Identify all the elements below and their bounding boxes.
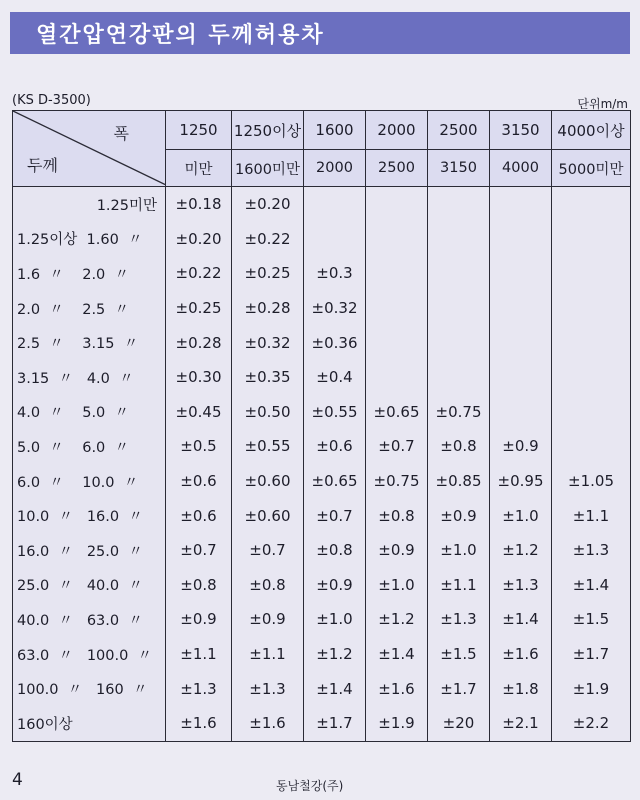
- table-row: [13, 360, 631, 395]
- tolerance-cell: ±0.8: [304, 533, 366, 568]
- tolerance-cell: ±0.22: [166, 256, 232, 291]
- corner-header: [13, 111, 166, 187]
- tolerance-cell: ±0.30: [166, 360, 232, 395]
- tolerance-cell: [428, 187, 490, 222]
- page-title: 열간압연강판의 두께허용차: [36, 22, 325, 48]
- width-axis-label: 폭: [113, 124, 129, 143]
- tolerance-cell: ±1.2: [366, 602, 428, 637]
- tolerance-cell: ±1.0: [304, 602, 366, 637]
- tolerance-cell: ±1.4: [304, 671, 366, 706]
- column-header-top: 1600: [304, 111, 366, 150]
- tolerance-cell: ±0.55: [304, 395, 366, 430]
- tolerance-cell: [304, 222, 366, 257]
- tolerance-cell: [490, 395, 552, 430]
- tolerance-cell: ±0.9: [304, 568, 366, 603]
- tolerance-cell: [304, 187, 366, 222]
- tolerance-cell: ±1.7: [552, 637, 631, 672]
- tolerance-cell: ±0.4: [304, 360, 366, 395]
- tolerance-cell: [428, 291, 490, 326]
- tolerance-cell: ±0.9: [490, 429, 552, 464]
- tolerance-cell: ±0.18: [166, 187, 232, 222]
- tolerance-cell: ±2.1: [490, 706, 552, 741]
- tolerance-cell: [366, 222, 428, 257]
- tolerance-cell: [490, 187, 552, 222]
- tolerance-cell: ±0.6: [304, 429, 366, 464]
- table-row: [13, 671, 631, 706]
- tolerance-cell: ±1.3: [428, 602, 490, 637]
- tolerance-cell: ±0.95: [490, 464, 552, 499]
- tolerance-cell: ±1.6: [232, 706, 304, 741]
- tolerance-cell: ±0.9: [428, 498, 490, 533]
- tolerance-cell: [490, 325, 552, 360]
- tolerance-cell: [428, 325, 490, 360]
- tolerance-cell: ±0.45: [166, 395, 232, 430]
- thickness-range-label: 100.0 〃 160 〃: [13, 671, 166, 706]
- column-header-top: 4000이상: [552, 111, 631, 150]
- tolerance-cell: ±0.8: [232, 568, 304, 603]
- tolerance-cell: ±0.35: [232, 360, 304, 395]
- column-header-bottom: 3150: [428, 150, 490, 187]
- tolerance-cell: [428, 256, 490, 291]
- tolerance-cell: [366, 360, 428, 395]
- tolerance-cell: [490, 222, 552, 257]
- tolerance-cell: [366, 291, 428, 326]
- tolerance-cell: ±1.1: [428, 568, 490, 603]
- tolerance-cell: ±1.0: [490, 498, 552, 533]
- tolerance-cell: ±0.32: [232, 325, 304, 360]
- tolerance-cell: ±0.22: [232, 222, 304, 257]
- thickness-range-label: 6.0 〃 10.0 〃: [13, 464, 166, 499]
- table-row: [13, 325, 631, 360]
- tolerance-cell: [552, 360, 631, 395]
- tolerance-cell: ±0.5: [166, 429, 232, 464]
- table-row: [13, 187, 631, 222]
- table-row: [13, 429, 631, 464]
- tolerance-cell: [552, 256, 631, 291]
- tolerance-cell: ±1.6: [166, 706, 232, 741]
- tolerance-cell: ±0.20: [232, 187, 304, 222]
- tolerance-cell: ±1.3: [552, 533, 631, 568]
- header-row-top: [13, 111, 631, 150]
- title-banner: [10, 12, 630, 54]
- company-name: 동남철강(주): [276, 779, 344, 793]
- tolerance-cell: ±0.65: [304, 464, 366, 499]
- thickness-range-label: 2.0 〃 2.5 〃: [13, 291, 166, 326]
- tolerance-cell: ±0.75: [428, 395, 490, 430]
- tolerance-cell: ±1.3: [232, 671, 304, 706]
- tolerance-cell: ±0.25: [166, 291, 232, 326]
- tolerance-cell: [490, 360, 552, 395]
- tolerance-cell: ±0.7: [166, 533, 232, 568]
- table-row: [13, 568, 631, 603]
- tolerance-cell: ±1.3: [490, 568, 552, 603]
- tolerance-cell: ±0.28: [166, 325, 232, 360]
- tolerance-cell: ±1.0: [428, 533, 490, 568]
- tolerance-cell: [366, 325, 428, 360]
- column-header-bottom: 1600미만: [232, 150, 304, 187]
- tolerance-cell: ±0.55: [232, 429, 304, 464]
- tolerance-cell: [552, 325, 631, 360]
- tolerance-cell: ±1.7: [304, 706, 366, 741]
- thickness-range-label: 2.5 〃 3.15 〃: [13, 325, 166, 360]
- thickness-range-label: 63.0 〃 100.0 〃: [13, 637, 166, 672]
- tolerance-cell: ±1.1: [232, 637, 304, 672]
- tolerance-cell: ±1.4: [366, 637, 428, 672]
- column-header-bottom: 미만: [166, 150, 232, 187]
- tolerance-table: [12, 110, 631, 742]
- thickness-range-label: 1.6 〃 2.0 〃: [13, 256, 166, 291]
- table-row: [13, 256, 631, 291]
- tolerance-cell: ±0.25: [232, 256, 304, 291]
- tolerance-cell: ±1.0: [366, 568, 428, 603]
- tolerance-cell: ±0.3: [304, 256, 366, 291]
- tolerance-cell: ±0.20: [166, 222, 232, 257]
- tolerance-cell: ±1.8: [490, 671, 552, 706]
- tolerance-cell: ±0.8: [428, 429, 490, 464]
- table-row: [13, 498, 631, 533]
- tolerance-cell: ±1.9: [366, 706, 428, 741]
- tolerance-cell: ±1.05: [552, 464, 631, 499]
- tolerance-cell: ±1.6: [366, 671, 428, 706]
- tolerance-cell: ±1.7: [428, 671, 490, 706]
- thickness-range-label: 4.0 〃 5.0 〃: [13, 395, 166, 430]
- table-row: [13, 222, 631, 257]
- tolerance-cell: ±1.4: [490, 602, 552, 637]
- thickness-range-label: 40.0 〃 63.0 〃: [13, 602, 166, 637]
- table-row: [13, 602, 631, 637]
- standard-label: (KS D-3500): [12, 93, 91, 108]
- thickness-range-label: 1.25이상 1.60 〃: [13, 222, 166, 257]
- tolerance-cell: ±0.7: [366, 429, 428, 464]
- tolerance-cell: ±1.1: [552, 498, 631, 533]
- tolerance-cell: [490, 256, 552, 291]
- tolerance-cell: [552, 187, 631, 222]
- tolerance-cell: ±0.6: [166, 498, 232, 533]
- table-row: [13, 706, 631, 741]
- tolerance-cell: [552, 291, 631, 326]
- thickness-range-label: 3.15 〃 4.0 〃: [13, 360, 166, 395]
- thickness-range-label: 16.0 〃 25.0 〃: [13, 533, 166, 568]
- column-header-bottom: 2000: [304, 150, 366, 187]
- tolerance-cell: ±0.65: [366, 395, 428, 430]
- tolerance-cell: ±1.5: [428, 637, 490, 672]
- tolerance-cell: ±0.7: [304, 498, 366, 533]
- tolerance-cell: ±1.3: [166, 671, 232, 706]
- column-header-top: 1250: [166, 111, 232, 150]
- tolerance-cell: ±0.32: [304, 291, 366, 326]
- tolerance-cell: ±0.9: [366, 533, 428, 568]
- tolerance-cell: ±1.9: [552, 671, 631, 706]
- column-header-top: 1250이상: [232, 111, 304, 150]
- table-body: [13, 187, 631, 742]
- tolerance-cell: ±0.36: [304, 325, 366, 360]
- thickness-axis-label: 두께: [27, 156, 58, 175]
- tolerance-cell: ±0.6: [166, 464, 232, 499]
- tolerance-cell: [552, 429, 631, 464]
- column-header-top: 2000: [366, 111, 428, 150]
- tolerance-cell: ±1.1: [166, 637, 232, 672]
- table-row: [13, 291, 631, 326]
- tolerance-cell: ±2.2: [552, 706, 631, 741]
- tolerance-cell: ±0.75: [366, 464, 428, 499]
- tolerance-cell: ±0.9: [232, 602, 304, 637]
- table-row: [13, 533, 631, 568]
- unit-label: 단위m/m: [577, 97, 628, 111]
- tolerance-cell: ±0.85: [428, 464, 490, 499]
- tolerance-cell: ±0.60: [232, 498, 304, 533]
- tolerance-cell: ±0.8: [166, 568, 232, 603]
- tolerance-cell: [490, 291, 552, 326]
- thickness-range-label: 160이상: [13, 706, 166, 741]
- column-header-bottom: 5000미만: [552, 150, 631, 187]
- thickness-range-label: 10.0 〃 16.0 〃: [13, 498, 166, 533]
- column-header-top: 3150: [490, 111, 552, 150]
- tolerance-cell: ±0.28: [232, 291, 304, 326]
- table-row: [13, 637, 631, 672]
- tolerance-cell: ±0.9: [166, 602, 232, 637]
- page-number: 4: [12, 770, 23, 790]
- thickness-range-label: 25.0 〃 40.0 〃: [13, 568, 166, 603]
- tolerance-cell: [366, 187, 428, 222]
- tolerance-cell: ±0.7: [232, 533, 304, 568]
- column-header-bottom: 2500: [366, 150, 428, 187]
- tolerance-cell: ±1.2: [304, 637, 366, 672]
- column-header-top: 2500: [428, 111, 490, 150]
- tolerance-cell: ±1.5: [552, 602, 631, 637]
- tolerance-cell: [428, 222, 490, 257]
- tolerance-cell: ±1.6: [490, 637, 552, 672]
- tolerance-cell: ±1.2: [490, 533, 552, 568]
- tolerance-cell: ±1.4: [552, 568, 631, 603]
- tolerance-cell: ±0.8: [366, 498, 428, 533]
- table-row: [13, 395, 631, 430]
- tolerance-cell: [552, 395, 631, 430]
- thickness-range-label: 5.0 〃 6.0 〃: [13, 429, 166, 464]
- tolerance-cell: [552, 222, 631, 257]
- tolerance-cell: [366, 256, 428, 291]
- tolerance-cell: ±0.50: [232, 395, 304, 430]
- tolerance-cell: [428, 360, 490, 395]
- thickness-range-label: 1.25미만: [13, 187, 166, 222]
- column-header-bottom: 4000: [490, 150, 552, 187]
- tolerance-cell: ±0.60: [232, 464, 304, 499]
- tolerance-cell: ±20: [428, 706, 490, 741]
- table-row: [13, 464, 631, 499]
